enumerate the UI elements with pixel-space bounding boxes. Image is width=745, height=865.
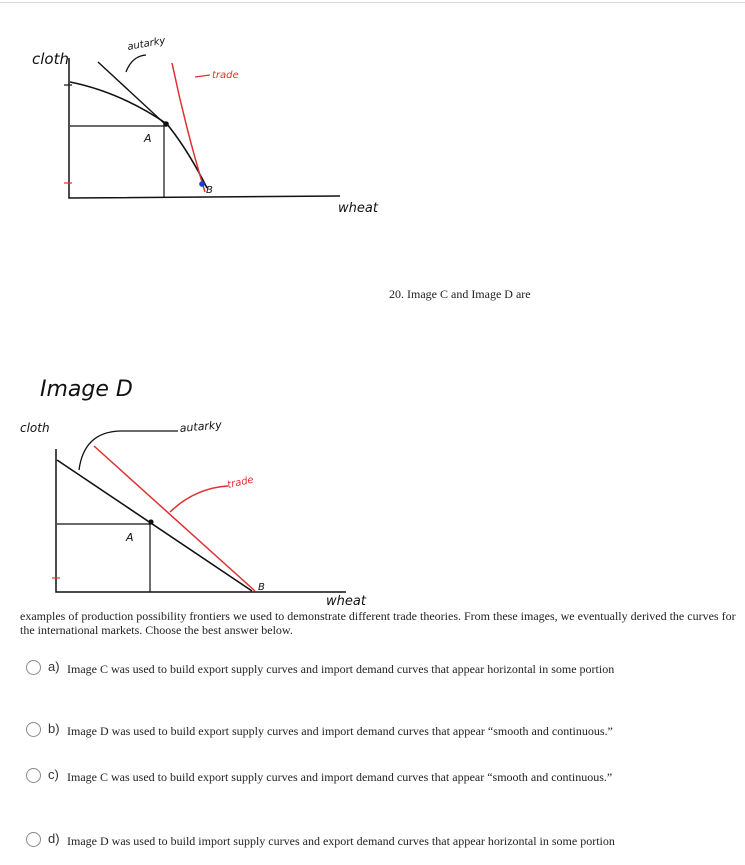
c-x-axis-label: wheat <box>338 201 378 216</box>
d-point-b-label: B <box>258 582 265 593</box>
question-body: examples of production possibility frontiers we used to demonstrate different trade theories. From these images, we eventually derived the curves for the international markets. Choose the best answer below. <box>20 609 736 637</box>
c-point-a-dot <box>163 121 169 127</box>
d-y-axis-label: cloth <box>20 421 50 435</box>
option-d-letter: d) <box>48 831 60 846</box>
option-c-letter: c) <box>48 767 59 782</box>
diagram-d <box>20 377 367 609</box>
option-a-text: Image C was used to build export supply curves and import demand curves that appear horizontal in some portion <box>67 662 615 676</box>
option-d-text: Image D was used to build import supply curves and export demand curves that appear horizontal in some portion <box>67 834 615 848</box>
option-c-radio[interactable] <box>26 768 41 783</box>
question-number: 20. Image C and Image D are <box>389 287 531 301</box>
option-a-letter: a) <box>48 659 60 674</box>
c-trade-price-line <box>172 63 205 192</box>
option-b-radio[interactable] <box>26 722 41 737</box>
d-autarky-label: autarky <box>179 418 223 435</box>
c-trade-label: trade <box>212 70 239 81</box>
d-autarky-pointer <box>79 431 178 470</box>
c-y-axis-label: cloth <box>32 50 69 68</box>
d-point-a-label: A <box>126 531 134 544</box>
d-trade-pointer <box>170 486 228 512</box>
c-ppf-curve <box>70 82 207 188</box>
c-autarky-label: autarky <box>126 35 167 53</box>
d-trade-label: trade <box>226 474 255 491</box>
diagram-c <box>32 35 379 216</box>
d-trade-price-line <box>94 446 255 591</box>
d-axes <box>56 449 346 592</box>
option-b-text: Image D was used to build export supply curves and import demand curves that appear “smooth and continuous.” <box>67 724 613 738</box>
c-point-b-dot <box>199 181 205 187</box>
c-point-b-label: B <box>206 185 213 196</box>
option-c-text: Image C was used to build export supply curves and import demand curves that appear “smooth and continuous.” <box>67 770 613 784</box>
option-d-radio[interactable] <box>26 832 41 847</box>
option-b-letter: b) <box>48 721 60 736</box>
c-point-a-label: A <box>144 132 152 145</box>
option-a-radio[interactable] <box>26 660 41 675</box>
d-title: Image D <box>40 377 133 402</box>
d-ppf-line <box>57 460 255 591</box>
d-x-axis-label: wheat <box>326 594 366 609</box>
d-point-a-dot <box>148 519 153 524</box>
c-trade-pointer <box>195 75 210 77</box>
c-axes <box>69 58 340 198</box>
c-autarky-pointer <box>126 55 146 72</box>
